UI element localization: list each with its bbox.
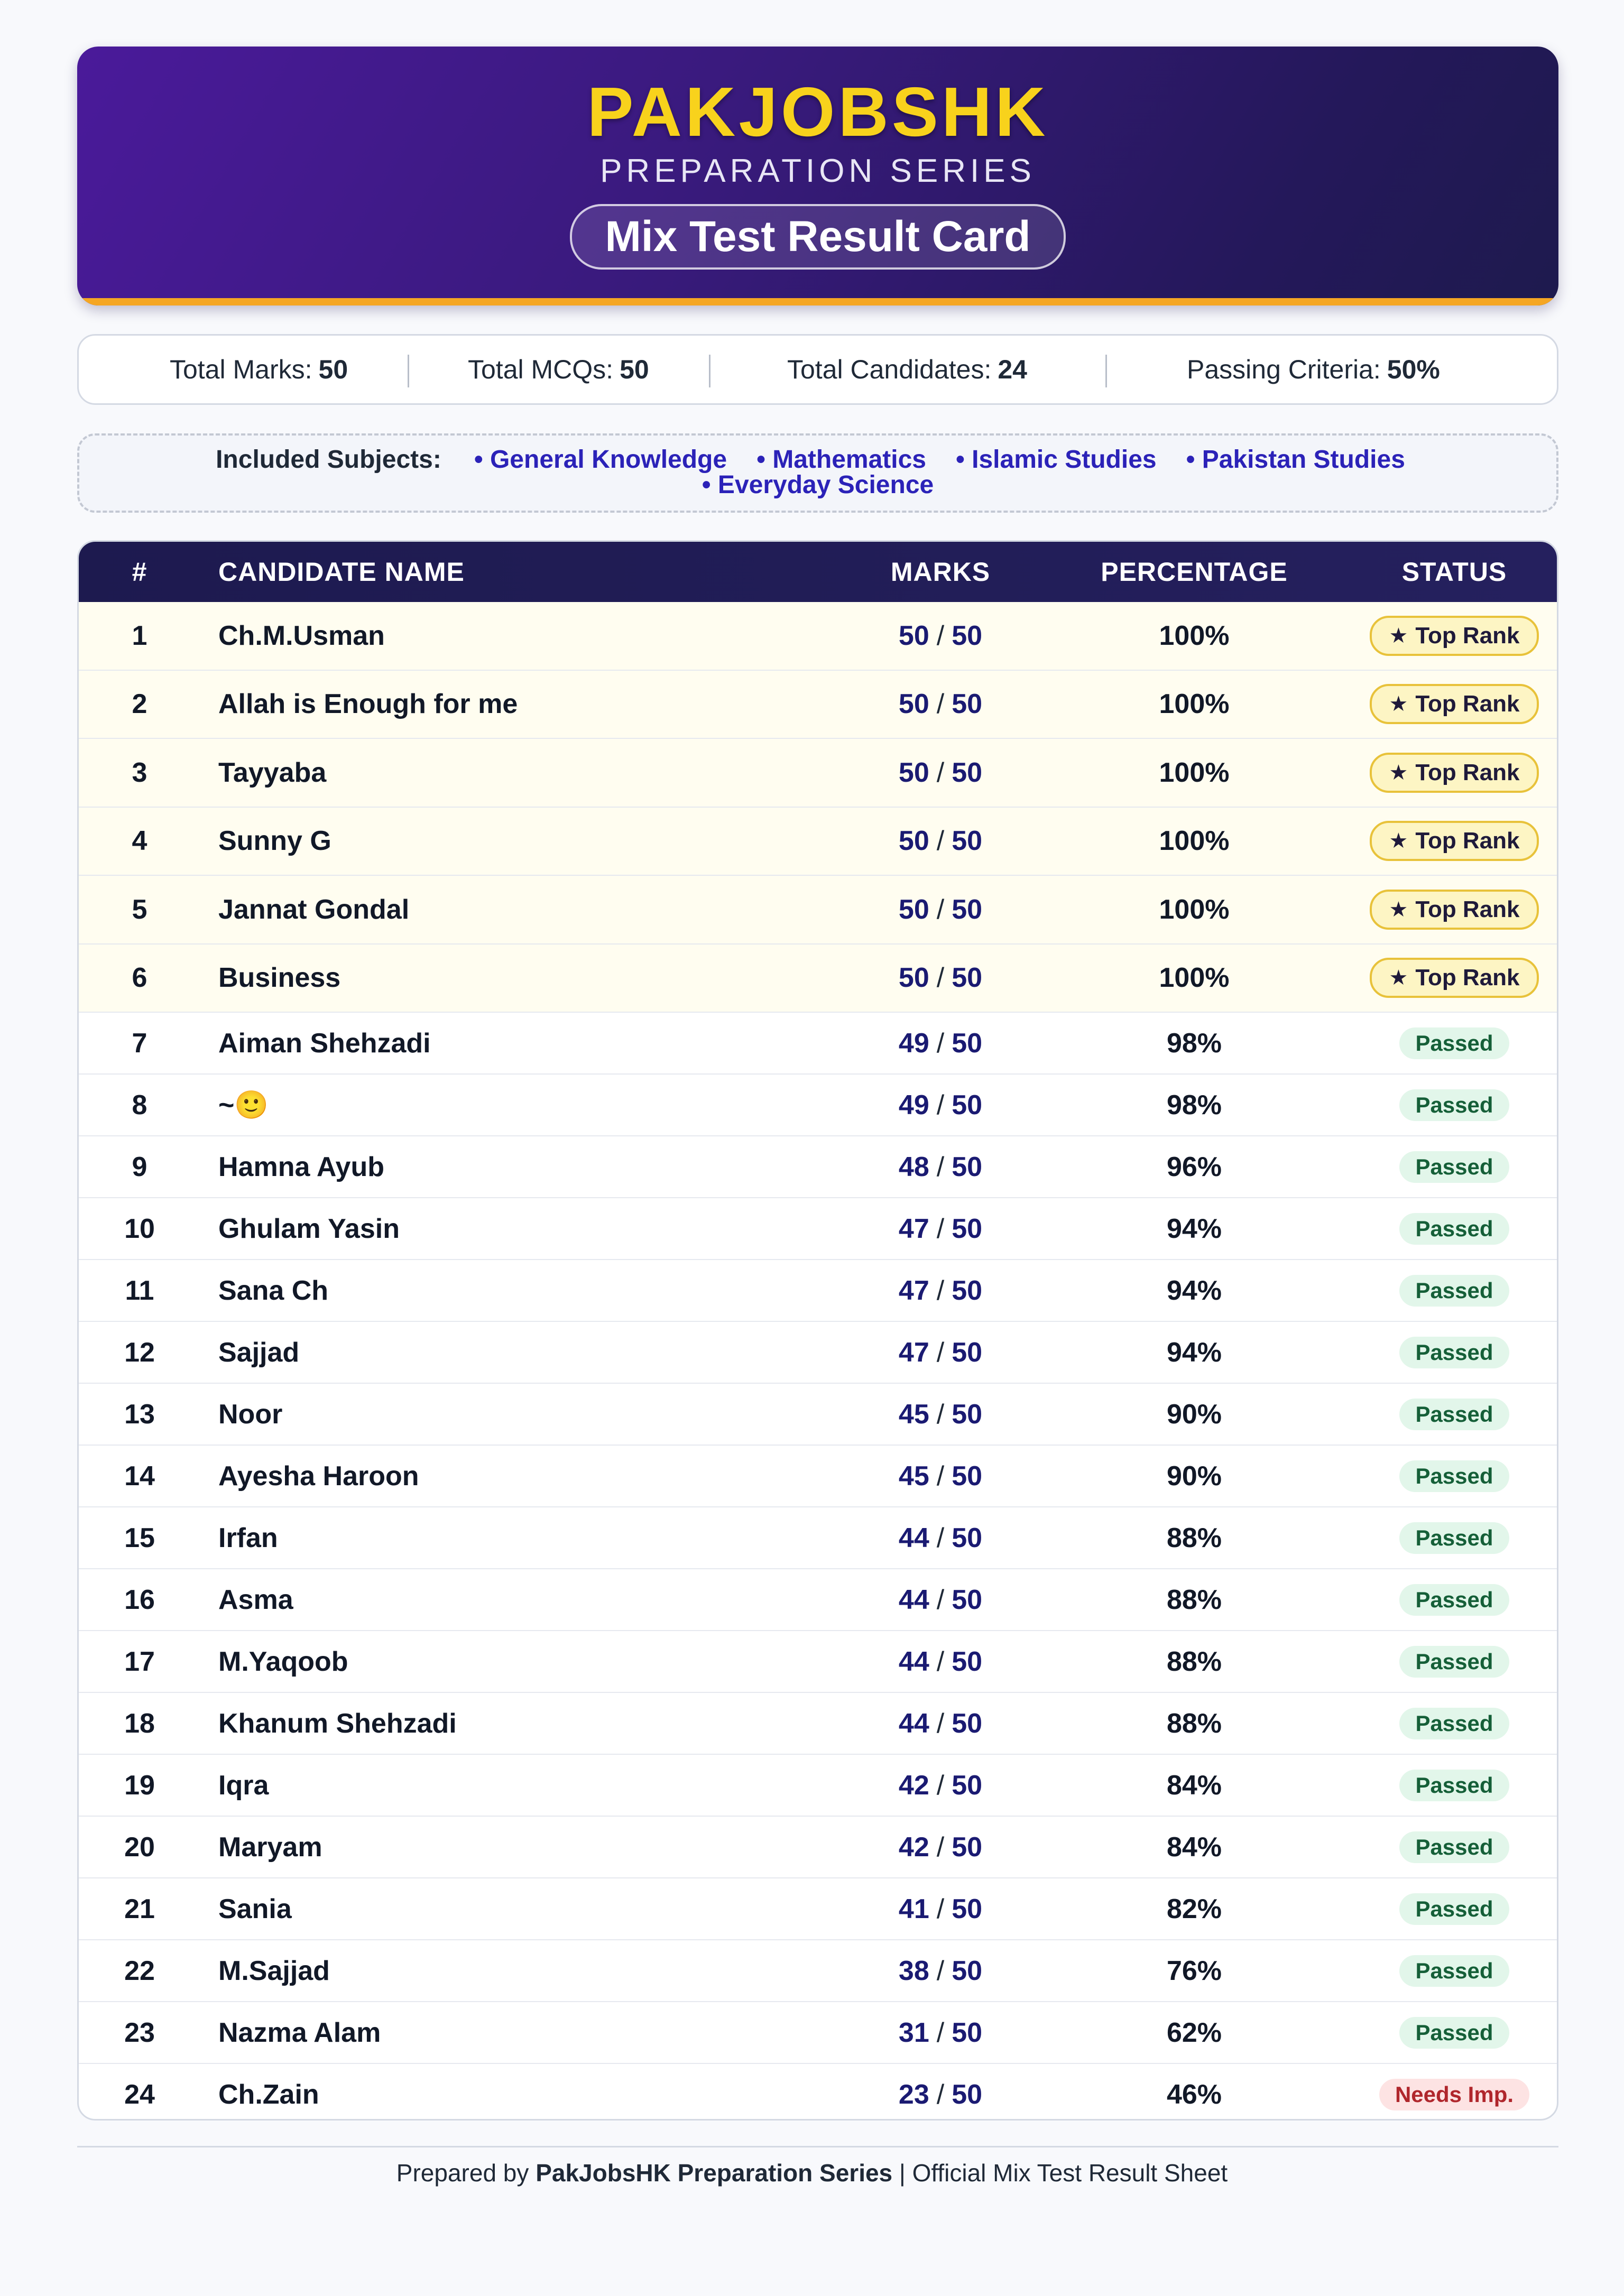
status-badge: [1370, 753, 1538, 793]
marks-obtained: 44: [898, 1708, 929, 1739]
marks-separator: /: [936, 1708, 945, 1739]
marks-obtained: 50: [898, 826, 929, 857]
candidate-name: Khanum Shehzadi: [218, 1708, 457, 1739]
percentage-cell: 96%: [1166, 1151, 1222, 1182]
brand-title: PAKJOBSHK: [587, 73, 1049, 151]
marks-obtained: 48: [898, 1151, 929, 1182]
marks-cell: [856, 1446, 1025, 1506]
series-subtitle: PREPARATION SERIES: [600, 153, 1036, 189]
status-cell: [1338, 2064, 1558, 2121]
status-badge: Passed: [1399, 1337, 1509, 1368]
marks-total: 50: [952, 1089, 983, 1121]
subjects-line-1: [79, 445, 1556, 474]
marks-total: 50: [952, 1213, 983, 1244]
footer-prefix: Prepared by: [396, 2159, 529, 2187]
candidate-name: Jannat Gondal: [218, 894, 410, 925]
rank-cell: 8: [132, 1089, 147, 1121]
table-row: [79, 945, 1557, 1013]
status-cell: [1338, 1755, 1558, 1816]
rank-cell: 10: [124, 1213, 155, 1244]
status-cell: [1338, 1878, 1558, 1939]
status-badge: Passed: [1399, 1893, 1509, 1925]
rank-cell: 13: [124, 1399, 155, 1430]
status-badge: [1370, 616, 1538, 656]
marks-separator: /: [936, 1337, 945, 1368]
footer-suffix: | Official Mix Test Result Sheet: [899, 2159, 1228, 2187]
status-cell: [1338, 1631, 1558, 1692]
status-cell: [1338, 1693, 1558, 1754]
marks-total: 50: [952, 1151, 983, 1182]
candidate-name: Asma: [218, 1584, 293, 1615]
column-header-marks: MARKS: [890, 557, 991, 587]
marks-total: 50: [952, 1275, 983, 1306]
status-cell: [1338, 1322, 1558, 1383]
percentage-cell: 98%: [1166, 1027, 1222, 1059]
percentage-cell: 100%: [1159, 620, 1230, 651]
percentage-cell: 76%: [1166, 1955, 1222, 1986]
candidate-name: Sajjad: [218, 1337, 300, 1368]
marks-cell: [856, 602, 1025, 670]
status-badge: [1370, 958, 1538, 998]
marks-total: 50: [952, 1646, 983, 1677]
rank-cell: 20: [124, 1831, 155, 1863]
rank-cell: 22: [124, 1955, 155, 1986]
marks-obtained: 50: [898, 894, 929, 925]
stats-bar: [77, 334, 1558, 405]
rank-cell: 24: [124, 2079, 155, 2110]
status-badge: Passed: [1399, 1399, 1509, 1430]
status-text: Top Rank: [1415, 965, 1520, 991]
stat-divider: [1105, 355, 1107, 387]
marks-cell: [856, 1507, 1025, 1568]
marks-total: 50: [952, 826, 983, 857]
status-cell: [1338, 1136, 1558, 1197]
marks-obtained: 50: [898, 757, 929, 788]
marks-obtained: 50: [898, 962, 929, 994]
marks-cell: [856, 1198, 1025, 1259]
status-badge: Passed: [1399, 1213, 1509, 1245]
marks-total: 50: [952, 1893, 983, 1924]
marks-obtained: 47: [898, 1213, 929, 1244]
percentage-cell: 82%: [1166, 1893, 1222, 1924]
candidate-name: Noor: [218, 1399, 283, 1430]
percentage-cell: 62%: [1166, 2017, 1222, 2048]
footer-divider: [77, 2146, 1558, 2147]
status-badge: Passed: [1399, 1584, 1509, 1616]
marks-obtained: 47: [898, 1275, 929, 1306]
table-row: [79, 1384, 1557, 1446]
table-row: [79, 602, 1557, 671]
star-icon: ★: [1389, 966, 1408, 990]
marks-total: 50: [952, 757, 983, 788]
status-badge: [1370, 821, 1538, 861]
status-cell: [1338, 945, 1558, 1012]
marks-cell: [856, 1878, 1025, 1939]
percentage-cell: 88%: [1166, 1522, 1222, 1553]
stat-value: 24: [998, 355, 1027, 384]
candidate-name: Allah is Enough for me: [218, 689, 518, 720]
subject-item: • Pakistan Studies: [1186, 446, 1405, 474]
stat-label: Passing Criteria:: [1187, 355, 1381, 384]
marks-separator: /: [936, 1213, 945, 1244]
percentage-cell: 94%: [1166, 1213, 1222, 1244]
rank-cell: 23: [124, 2017, 155, 2048]
percentage-cell: 100%: [1159, 962, 1230, 994]
table-row: [79, 1569, 1557, 1631]
marks-separator: /: [936, 757, 945, 788]
candidate-name: Hamna Ayub: [218, 1151, 384, 1182]
result-card: [77, 47, 1558, 2110]
stat-passing-criteria: [1187, 336, 1440, 403]
percentage-cell: 94%: [1166, 1275, 1222, 1306]
subject-item: • Mathematics: [756, 446, 926, 474]
marks-cell: [856, 1940, 1025, 2001]
stat-total-mcqs: [468, 336, 649, 403]
column-header-status: STATUS: [1401, 557, 1507, 587]
marks-obtained: 45: [898, 1399, 929, 1430]
percentage-cell: 88%: [1166, 1708, 1222, 1739]
results-table: [77, 540, 1558, 2121]
table-row: [79, 1322, 1557, 1384]
column-header-name: CANDIDATE NAME: [218, 557, 465, 587]
table-row: [79, 876, 1557, 945]
percentage-cell: 100%: [1159, 689, 1230, 720]
rank-cell: 5: [132, 894, 147, 925]
marks-obtained: 49: [898, 1027, 929, 1059]
marks-separator: /: [936, 1275, 945, 1306]
marks-obtained: 49: [898, 1089, 929, 1121]
marks-separator: /: [936, 826, 945, 857]
status-cell: [1338, 1940, 1558, 2001]
marks-total: 50: [952, 689, 983, 720]
rank-cell: 18: [124, 1708, 155, 1739]
table-row: [79, 1446, 1557, 1507]
status-cell: [1338, 1260, 1558, 1321]
table-row: [79, 1631, 1557, 1693]
status-cell: [1338, 1569, 1558, 1630]
table-header: [79, 542, 1557, 602]
rank-cell: 16: [124, 1584, 155, 1615]
status-badge: Passed: [1399, 1955, 1509, 1987]
status-badge: [1370, 684, 1538, 724]
table-row: [79, 808, 1557, 876]
status-badge: Passed: [1399, 1708, 1509, 1739]
status-badge: Passed: [1399, 1275, 1509, 1307]
status-badge: [1370, 890, 1538, 930]
marks-total: 50: [952, 962, 983, 994]
marks-separator: /: [936, 1151, 945, 1182]
candidate-name: Ch.M.Usman: [218, 620, 385, 651]
candidate-name: Aiman Shehzadi: [218, 1027, 431, 1059]
marks-obtained: 45: [898, 1460, 929, 1492]
candidate-name: Ghulam Yasin: [218, 1213, 400, 1244]
candidate-name: Maryam: [218, 1831, 322, 1863]
table-row: [79, 739, 1557, 808]
marks-cell: [856, 1569, 1025, 1630]
status-badge: Passed: [1399, 1646, 1509, 1678]
marks-total: 50: [952, 2079, 983, 2110]
subject-item: • Everyday Science: [702, 471, 934, 499]
marks-total: 50: [952, 1708, 983, 1739]
candidate-name: Tayyaba: [218, 757, 327, 788]
candidate-name: Sana Ch: [218, 1275, 329, 1306]
stat-divider: [709, 355, 710, 387]
status-cell: [1338, 602, 1558, 670]
column-header-rank: #: [132, 557, 147, 587]
footer-brand: PakJobsHK Preparation Series: [536, 2159, 893, 2187]
marks-cell: [856, 1384, 1025, 1445]
percentage-cell: 84%: [1166, 1831, 1222, 1863]
rank-cell: 15: [124, 1522, 155, 1553]
status-badge: Needs Imp.: [1379, 2079, 1529, 2110]
card-title: Mix Test Result Card: [570, 204, 1066, 270]
marks-separator: /: [936, 1089, 945, 1121]
marks-total: 50: [952, 1584, 983, 1615]
table-row: [79, 1693, 1557, 1755]
marks-obtained: 42: [898, 1831, 929, 1863]
marks-cell: [856, 1755, 1025, 1816]
column-header-percentage: PERCENTAGE: [1101, 557, 1288, 587]
candidate-name: Business: [218, 962, 341, 994]
status-badge: Passed: [1399, 1831, 1509, 1863]
marks-separator: /: [936, 1522, 945, 1553]
status-text: Top Rank: [1415, 691, 1520, 717]
marks-total: 50: [952, 2017, 983, 2048]
marks-separator: /: [936, 962, 945, 994]
rank-cell: 2: [132, 689, 147, 720]
status-cell: [1338, 1446, 1558, 1506]
percentage-cell: 84%: [1166, 1770, 1222, 1801]
percentage-cell: 88%: [1166, 1646, 1222, 1677]
marks-total: 50: [952, 1770, 983, 1801]
marks-obtained: 44: [898, 1646, 929, 1677]
stat-label: Total MCQs:: [468, 355, 614, 384]
table-row: [79, 1878, 1557, 1940]
marks-separator: /: [936, 1831, 945, 1863]
table-row: [79, 2064, 1557, 2121]
marks-obtained: 50: [898, 689, 929, 720]
marks-cell: [856, 876, 1025, 943]
marks-obtained: 50: [898, 620, 929, 651]
candidate-name: M.Yaqoob: [218, 1646, 348, 1677]
percentage-cell: 90%: [1166, 1460, 1222, 1492]
marks-separator: /: [936, 1584, 945, 1615]
stat-label: Total Marks:: [170, 355, 312, 384]
table-row: [79, 1013, 1557, 1075]
candidate-name: Ch.Zain: [218, 2079, 319, 2110]
status-cell: [1338, 2002, 1558, 2063]
rank-cell: 14: [124, 1460, 155, 1492]
candidate-name: M.Sajjad: [218, 1955, 330, 1986]
stat-label: Total Candidates:: [787, 355, 992, 384]
candidate-name: Irfan: [218, 1522, 278, 1553]
candidate-name: Nazma Alam: [218, 2017, 381, 2048]
percentage-cell: 100%: [1159, 757, 1230, 788]
table-row: [79, 1260, 1557, 1322]
stat-total-candidates: [787, 336, 1027, 403]
marks-separator: /: [936, 1399, 945, 1430]
candidate-name: ~🙂: [218, 1090, 269, 1121]
status-cell: [1338, 1817, 1558, 1877]
marks-cell: [856, 1013, 1025, 1073]
status-text: Top Rank: [1415, 759, 1520, 785]
marks-obtained: 47: [898, 1337, 929, 1368]
status-cell: [1338, 1198, 1558, 1259]
candidate-name: Iqra: [218, 1770, 269, 1801]
table-row: [79, 1507, 1557, 1569]
candidate-name: Ayesha Haroon: [218, 1460, 419, 1492]
stat-divider: [408, 355, 409, 387]
marks-total: 50: [952, 1955, 983, 1986]
percentage-cell: 100%: [1159, 826, 1230, 857]
rank-cell: 6: [132, 962, 147, 994]
star-icon: ★: [1389, 761, 1408, 784]
rank-cell: 11: [125, 1275, 154, 1306]
marks-obtained: 42: [898, 1770, 929, 1801]
status-badge: Passed: [1399, 1460, 1509, 1492]
marks-cell: [856, 1260, 1025, 1321]
table-row: [79, 1075, 1557, 1136]
marks-total: 50: [952, 894, 983, 925]
star-icon: ★: [1389, 692, 1408, 716]
table-row: [79, 1198, 1557, 1260]
marks-cell: [856, 1817, 1025, 1877]
percentage-cell: 88%: [1166, 1584, 1222, 1615]
marks-total: 50: [952, 1399, 983, 1430]
status-cell: [1338, 808, 1558, 875]
status-badge: Passed: [1399, 1089, 1509, 1121]
subject-item: • Islamic Studies: [955, 446, 1157, 474]
marks-total: 50: [952, 1522, 983, 1553]
subjects-box: [77, 433, 1558, 513]
rank-cell: 12: [124, 1337, 155, 1368]
marks-total: 50: [952, 1831, 983, 1863]
candidate-name: Sunny G: [218, 826, 331, 857]
percentage-cell: 46%: [1166, 2079, 1222, 2110]
marks-cell: [856, 739, 1025, 807]
marks-separator: /: [936, 1770, 945, 1801]
marks-obtained: 44: [898, 1584, 929, 1615]
marks-cell: [856, 1075, 1025, 1135]
status-badge: Passed: [1399, 2017, 1509, 2049]
marks-separator: /: [936, 1893, 945, 1924]
stat-total-marks: [170, 336, 348, 403]
rank-cell: 4: [132, 826, 147, 857]
marks-separator: /: [936, 620, 945, 651]
marks-cell: [856, 808, 1025, 875]
marks-obtained: 44: [898, 1522, 929, 1553]
marks-obtained: 23: [898, 2079, 929, 2110]
marks-cell: [856, 1322, 1025, 1383]
marks-separator: /: [936, 1460, 945, 1492]
status-text: Top Rank: [1415, 622, 1520, 649]
marks-obtained: 41: [898, 1893, 929, 1924]
marks-cell: [856, 2064, 1025, 2121]
percentage-cell: 90%: [1166, 1399, 1222, 1430]
status-badge: Passed: [1399, 1151, 1509, 1183]
status-cell: [1338, 1013, 1558, 1073]
marks-separator: /: [936, 1646, 945, 1677]
rank-cell: 9: [132, 1151, 147, 1182]
percentage-cell: 94%: [1166, 1337, 1222, 1368]
marks-cell: [856, 2002, 1025, 2063]
subjects-label: Included Subjects:: [216, 446, 441, 474]
marks-separator: /: [936, 1955, 945, 1986]
status-badge: Passed: [1399, 1027, 1509, 1059]
marks-cell: [856, 1693, 1025, 1754]
status-cell: [1338, 1507, 1558, 1568]
table-row: [79, 1755, 1557, 1817]
status-cell: [1338, 1384, 1558, 1445]
marks-obtained: 38: [898, 1955, 929, 1986]
marks-separator: /: [936, 1027, 945, 1059]
table-row: [79, 1136, 1557, 1198]
marks-obtained: 31: [898, 2017, 929, 2048]
marks-total: 50: [952, 620, 983, 651]
marks-total: 50: [952, 1027, 983, 1059]
status-badge: Passed: [1399, 1522, 1509, 1554]
subject-item: • General Knowledge: [474, 446, 727, 474]
star-icon: ★: [1389, 897, 1408, 921]
stat-value: 50: [620, 355, 649, 384]
percentage-cell: 98%: [1166, 1089, 1222, 1121]
star-icon: ★: [1389, 624, 1408, 647]
marks-cell: [856, 1631, 1025, 1692]
table-row: [79, 1817, 1557, 1878]
status-text: Top Rank: [1415, 828, 1520, 854]
marks-cell: [856, 1136, 1025, 1197]
marks-total: 50: [952, 1460, 983, 1492]
marks-separator: /: [936, 2017, 945, 2048]
marks-separator: /: [936, 2079, 945, 2110]
stat-value: 50: [318, 355, 348, 384]
marks-separator: /: [936, 894, 945, 925]
status-cell: [1338, 739, 1558, 807]
status-text: Top Rank: [1415, 896, 1520, 922]
stat-value: 50%: [1387, 355, 1440, 384]
marks-total: 50: [952, 1337, 983, 1368]
star-icon: ★: [1389, 829, 1408, 853]
rank-cell: 19: [124, 1770, 155, 1801]
rank-cell: 21: [124, 1893, 155, 1924]
status-cell: [1338, 1075, 1558, 1135]
footer-note: [0, 2159, 1624, 2187]
subjects-line-2: [79, 470, 1556, 499]
status-cell: [1338, 671, 1558, 738]
status-badge: Passed: [1399, 1770, 1509, 1801]
rank-cell: 17: [124, 1646, 155, 1677]
marks-cell: [856, 945, 1025, 1012]
candidate-name: Sania: [218, 1893, 292, 1924]
rank-cell: 7: [132, 1027, 147, 1059]
table-row: [79, 671, 1557, 739]
marks-cell: [856, 671, 1025, 738]
rank-cell: 3: [132, 757, 147, 788]
table-row: [79, 2002, 1557, 2064]
percentage-cell: 100%: [1159, 894, 1230, 925]
status-cell: [1338, 876, 1558, 943]
header-banner: [77, 47, 1558, 305]
marks-separator: /: [936, 689, 945, 720]
table-row: [79, 1940, 1557, 2002]
rank-cell: 1: [132, 620, 147, 651]
